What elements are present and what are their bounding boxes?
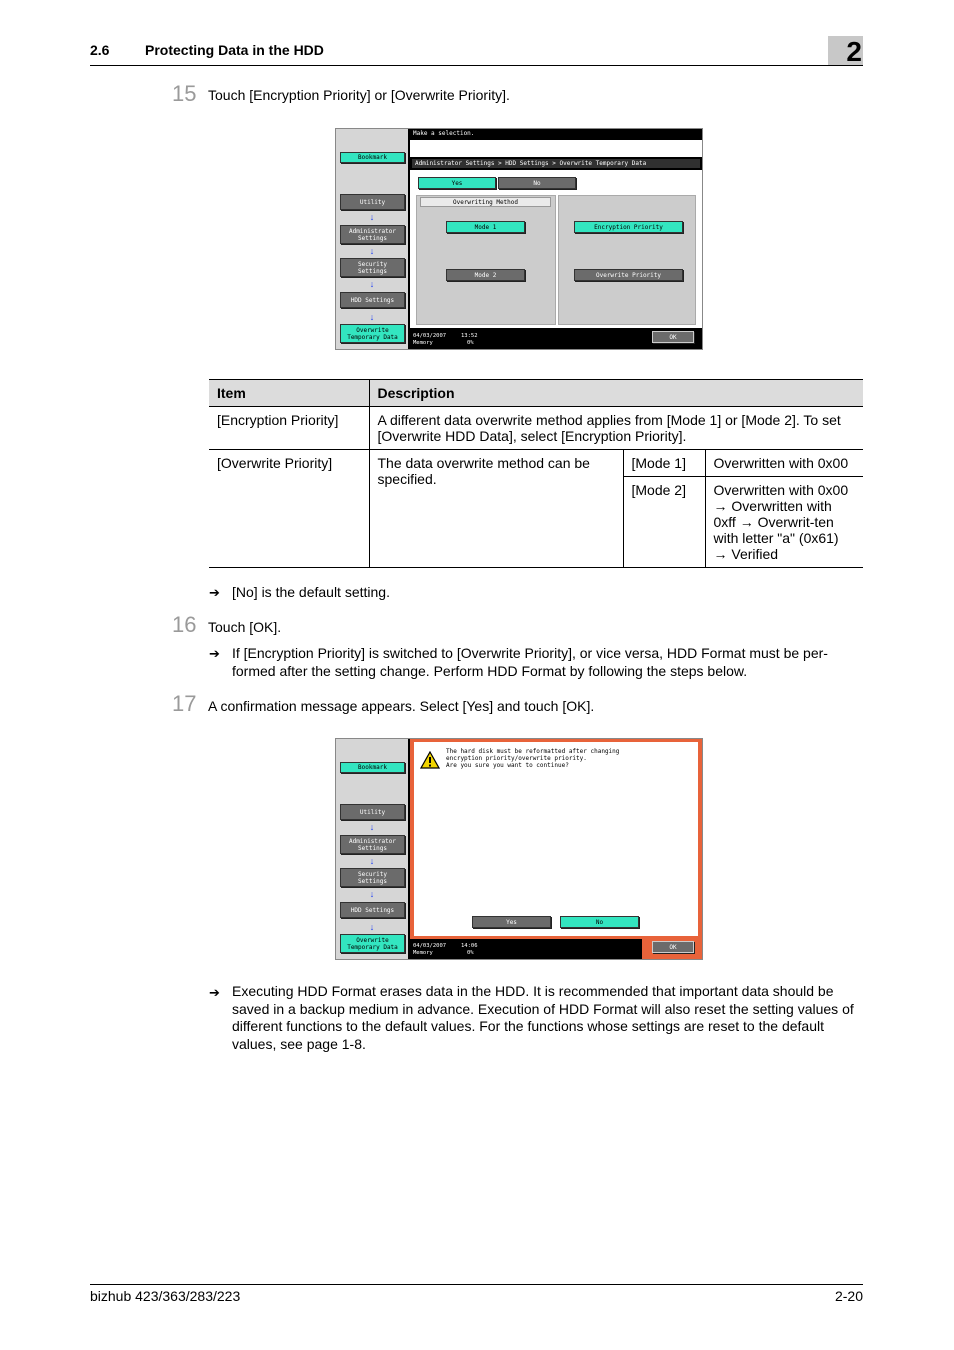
down-arrow-icon: ↓ bbox=[369, 856, 375, 866]
step-17-number: 17 bbox=[172, 691, 197, 716]
screen-message: Make a selection. bbox=[410, 129, 702, 140]
screenshot-overwrite-settings bbox=[335, 128, 703, 350]
table-header-description: Description bbox=[369, 380, 863, 407]
description-table bbox=[209, 379, 863, 568]
table-cell-item: [Encryption Priority] bbox=[209, 407, 369, 450]
yes-button[interactable]: Yes bbox=[472, 916, 551, 928]
time-readout: 13:52 bbox=[461, 333, 478, 339]
no-button[interactable]: No bbox=[560, 916, 639, 928]
memory-label: Memory bbox=[413, 950, 433, 956]
down-arrow-icon: ↓ bbox=[369, 822, 375, 832]
overwrite-priority-button[interactable]: Overwrite Priority bbox=[574, 269, 683, 281]
mode-2-button[interactable]: Mode 2 bbox=[446, 269, 525, 281]
nav-security-settings-button[interactable]: Security Settings bbox=[340, 868, 405, 887]
table-cell-mode-description: Overwritten with 0x00 bbox=[705, 450, 863, 477]
nav-utility-button[interactable]: Utility bbox=[340, 804, 405, 820]
chapter-number: 2 bbox=[846, 36, 862, 67]
encryption-priority-button[interactable]: Encryption Priority bbox=[574, 221, 683, 233]
table-cell-mode-description: Overwritten with 0x00 → Overwritten with 0xff → Overwrit-ten with letter "a" (0x61) → Verified bbox=[705, 477, 863, 568]
warning-icon bbox=[420, 751, 440, 774]
note-hdd-format-required: If [Encryption Priority] is switched to [Overwrite Priority], or vice versa, HDD Format must be per-formed after the setting change. Perform HDD Format by following the steps below. bbox=[232, 645, 828, 679]
arrow-icon: ➔ bbox=[209, 646, 220, 661]
date-readout: 04/03/2007 bbox=[413, 943, 447, 949]
down-arrow-icon: ↓ bbox=[369, 279, 375, 289]
nav-hdd-settings-button[interactable]: HDD Settings bbox=[340, 292, 405, 308]
arrow-icon: ➔ bbox=[209, 585, 220, 600]
confirmation-dialog bbox=[414, 742, 698, 936]
no-button[interactable]: No bbox=[498, 177, 576, 189]
down-arrow-icon: ↓ bbox=[369, 922, 375, 932]
bookmark-button[interactable]: Bookmark bbox=[340, 762, 405, 773]
mode-1-button[interactable]: Mode 1 bbox=[446, 221, 525, 233]
table-row bbox=[209, 407, 863, 450]
time-readout: 14:06 bbox=[461, 943, 478, 949]
yes-button[interactable]: Yes bbox=[418, 177, 496, 189]
step-16-text: Touch [OK]. bbox=[208, 619, 282, 635]
down-arrow-icon: ↓ bbox=[369, 246, 375, 256]
priority-panel bbox=[558, 195, 696, 325]
note-hdd-format-erases: Executing HDD Format erases data in the HDD. It is recommended that important data should be saved in a backup medium in advance. Execution of HDD Format will also reset the setting values of different functions to the default values. For the functions whose settings are reset to the default values, see page 1-8. bbox=[232, 983, 854, 1052]
header-rule bbox=[90, 65, 863, 66]
down-arrow-icon: ↓ bbox=[369, 212, 375, 222]
screenshot-confirmation bbox=[335, 738, 703, 960]
step-17-text: A confirmation message appears. Select [Yes] and touch [OK]. bbox=[208, 698, 595, 714]
memory-label: Memory bbox=[413, 340, 433, 346]
arrow-icon: ➔ bbox=[209, 985, 220, 1000]
down-arrow-icon: ↓ bbox=[369, 889, 375, 899]
footer-model: bizhub 423/363/283/223 bbox=[90, 1288, 241, 1304]
date-readout: 04/03/2007 bbox=[413, 333, 447, 339]
section-number: 2.6 bbox=[90, 42, 110, 58]
nav-overwrite-temporary-data-button[interactable]: Overwrite Temporary Data bbox=[340, 324, 405, 343]
bookmark-button[interactable]: Bookmark bbox=[340, 152, 405, 163]
memory-value: 0% bbox=[467, 340, 474, 346]
chapter-tab bbox=[828, 36, 863, 65]
ok-button[interactable]: OK bbox=[652, 331, 694, 343]
nav-utility-button[interactable]: Utility bbox=[340, 194, 405, 210]
confirmation-message: The hard disk must be reformatted after changing encryption priority/overwrite priority. Are you sure you want to continue? bbox=[446, 748, 620, 769]
step-15-number: 15 bbox=[172, 81, 197, 106]
ok-button[interactable]: OK bbox=[652, 941, 694, 953]
nav-overwrite-temporary-data-button[interactable]: Overwrite Temporary Data bbox=[340, 934, 405, 953]
note-default-setting: [No] is the default setting. bbox=[232, 584, 390, 600]
table-cell-mode: [Mode 2] bbox=[623, 477, 705, 568]
table-header-row bbox=[209, 380, 863, 407]
table-row bbox=[209, 450, 863, 477]
overwriting-method-panel bbox=[416, 195, 556, 325]
memory-value: 0% bbox=[467, 950, 474, 956]
section-title: Protecting Data in the HDD bbox=[145, 42, 324, 58]
footer-rule bbox=[90, 1284, 863, 1285]
status-bar bbox=[410, 328, 642, 349]
step-15-text: Touch [Encryption Priority] or [Overwrite Priority]. bbox=[208, 87, 510, 103]
status-bar bbox=[410, 939, 642, 959]
table-cell-description: The data overwrite method can be specified. bbox=[369, 450, 623, 568]
nav-security-settings-button[interactable]: Security Settings bbox=[340, 258, 405, 277]
down-arrow-icon: ↓ bbox=[369, 312, 375, 322]
table-header-item: Item bbox=[209, 380, 369, 407]
table-cell-item: [Overwrite Priority] bbox=[209, 450, 369, 568]
nav-hdd-settings-button[interactable]: HDD Settings bbox=[340, 902, 405, 918]
step-16-number: 16 bbox=[172, 612, 197, 637]
footer-page-number: 2-20 bbox=[834, 1288, 863, 1304]
table-cell-mode: [Mode 1] bbox=[623, 450, 705, 477]
nav-administrator-settings-button[interactable]: Administrator Settings bbox=[340, 835, 405, 854]
breadcrumb: Administrator Settings > HDD Settings > Overwrite Temporary Data bbox=[412, 159, 700, 168]
nav-administrator-settings-button[interactable]: Administrator Settings bbox=[340, 225, 405, 244]
table-cell-description: A different data overwrite method applies from [Mode 1] or [Mode 2]. To set [Overwrite HDD Data], select [Encryption Priority]. bbox=[369, 407, 863, 450]
overwriting-method-label: Overwriting Method bbox=[420, 197, 551, 207]
